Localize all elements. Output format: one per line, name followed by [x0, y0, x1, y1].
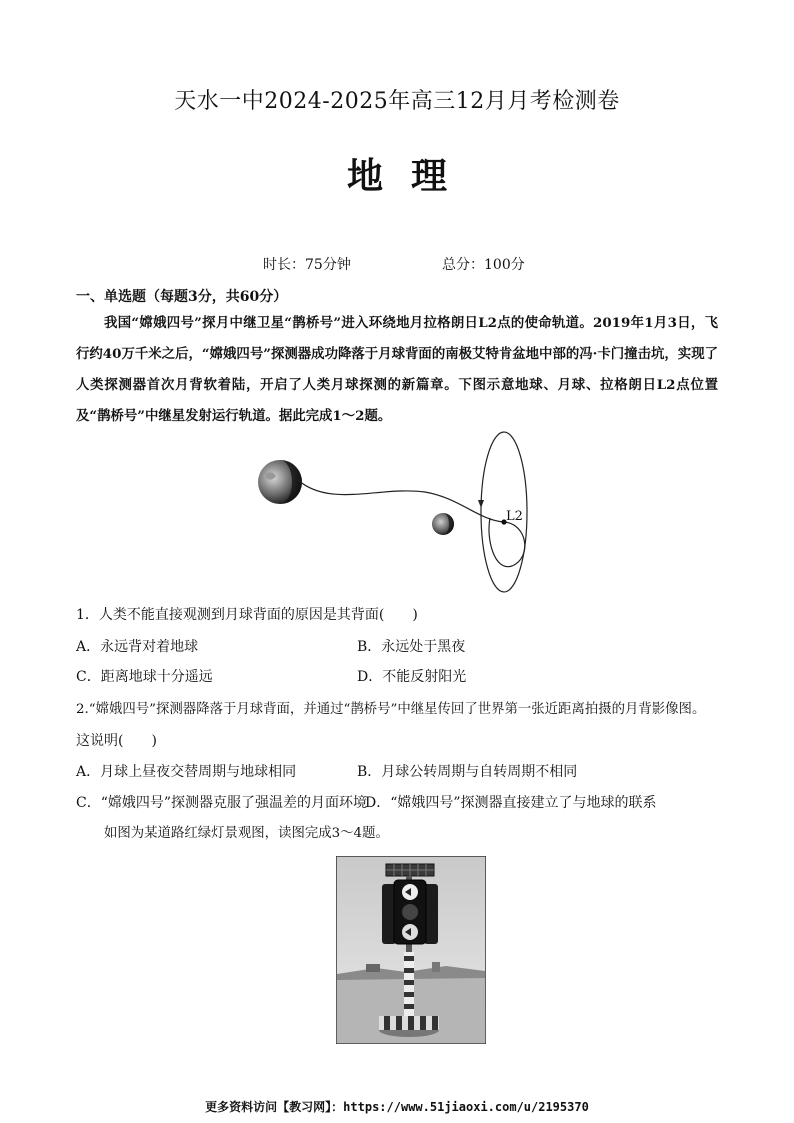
traffic-light-icon	[394, 880, 426, 944]
section-heading: 一、单选题（每题3分，共60分）	[76, 289, 288, 305]
question-1-option-a: A．永远背对着地球	[76, 639, 199, 655]
question-2-stem: 2.“嫦娥四号”探测器降落于月球背面，并通过“鹊桥号”中继星传回了世界第一张近距离拍摄的月背影像图。	[76, 702, 706, 717]
exam-total-score: 总分：100分	[442, 257, 525, 273]
exam-duration: 时长：75分钟	[263, 257, 351, 273]
passage-lunar-mission: 我国“嫦娥四号”探月中继卫星“鹊桥号”进入环绕地月拉格朗日L2点的使命轨道。2019年1月3日，飞行约40万千米之后，“嫦娥四号”探测器成功降落于月球背面的南极艾特肯盆地中部的冯·卡门撞击坑，实现了人类探测器首次月背软着陆，开启了人类月球探测的新篇章。下图示意地球、月球、拉格朗日L2点位置及“鹊桥号”中继星发射运行轨道。据此完成1～2题。	[76, 315, 718, 424]
solar-panel-icon	[386, 864, 434, 876]
passage-traffic-light: 如图为某道路红绿灯景观图，读图完成3～4题。	[104, 826, 389, 841]
earth-icon	[258, 460, 302, 504]
subject-title: 地理	[346, 156, 475, 197]
footer-source-link[interactable]: 更多资料访问【教习网】：https://www.51jiaoxi.com/u/2195370	[205, 1100, 589, 1114]
l2-loop-orbit	[489, 518, 525, 567]
pole-base	[379, 1016, 439, 1037]
orbit-direction-arrow	[478, 500, 484, 508]
question-1-option-b: B．永远处于黑夜	[357, 639, 466, 655]
earth-moon-l2-diagram	[250, 428, 540, 598]
transfer-trajectory	[298, 480, 504, 522]
question-2-option-b: B．月球公转周期与自转周期不相同	[357, 764, 578, 780]
exam-title: 天水一中2024-2025年高三12月月考检测卷	[174, 89, 620, 114]
l2-label: L2	[506, 509, 523, 524]
question-2-option-d: D．“嫦娥四号”探测器直接建立了与地球的联系	[365, 795, 657, 811]
question-2-option-c: C．“嫦娥四号”探测器克服了强温差的月面环境	[76, 795, 368, 811]
question-1-stem: 1．人类不能直接观测到月球背面的原因是其背面( )	[76, 607, 418, 623]
question-1-option-d: D．不能反射阳光	[357, 669, 467, 685]
traffic-light-photo	[336, 856, 486, 1044]
moon-icon	[432, 513, 454, 535]
question-2-stem-continued: 这说明( )	[76, 733, 157, 749]
question-1-option-c: C．距离地球十分遥远	[76, 669, 213, 685]
question-2-option-a: A．月球上昼夜交替周期与地球相同	[76, 764, 297, 780]
striped-pole	[404, 952, 414, 1024]
